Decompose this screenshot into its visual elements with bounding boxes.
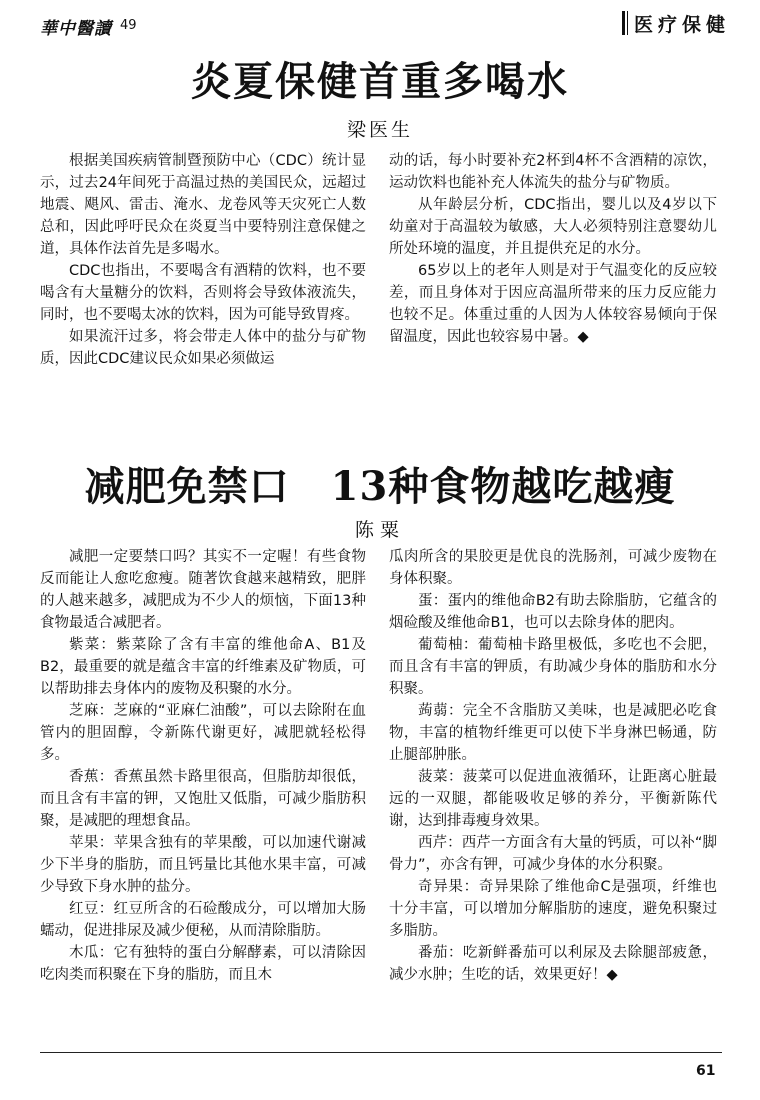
article2-paragraph: 减肥一定要禁口吗？其实不一定喔！有些食物反而能让人愈吃愈瘦。随著饮食越来越精致，肥胖的人越来越多，减肥成为不少人的烦恼，下面13种食物最适合减肥者。 <box>40 549 366 631</box>
article1-paragraph: 从年龄层分析，CDC指出，婴儿以及4岁以下幼童对于高温较为敏感，大人必须特别注意婴幼儿所处环境的温度，并且提供充足的水分。 <box>389 197 717 257</box>
article2-paragraph: 蛋：蛋内的维他命B2有助去除脂肪，它蕴含的烟硷酸及维他命B1，也可以去除身体的肥肉。 <box>389 593 717 631</box>
article1-paragraph: 65岁以上的老年人则是对于气温变化的反应较差，而且身体对于因应高温所带来的压力反应能力也较不足。体重过重的人因为人体较容易倾向于保留温度，因此也较容易中暑。◆ <box>389 263 717 345</box>
article2-paragraph: 木瓜：它有独特的蛋白分解酵素，可以清除因吃肉类而积聚在下身的脂肪，而且木 <box>40 945 366 983</box>
article1-title: 炎夏保健首重多喝水 <box>191 58 569 105</box>
magazine-brand: 華中醫讀 <box>40 19 112 39</box>
article2-paragraph: 番茄：吃新鲜番茄可以利尿及去除腿部疲惫，减少水肿；生吃的话，效果更好！◆ <box>389 945 717 983</box>
article2-paragraph: 葡萄柚：葡萄柚卡路里极低，多吃也不会肥，而且含有丰富的钾质，有助减少身体的脂肪和水分积聚。 <box>389 637 717 697</box>
article2-paragraph: 菠菜：菠菜可以促进血液循环，让距离心脏最远的一双腿，都能吸收足够的养分，平衡新陈代谢，达到排毒瘦身效果。 <box>389 769 717 829</box>
section-marker-bar <box>622 11 625 35</box>
article1-paragraph: 如果流汗过多，将会带走人体中的盐分与矿物质，因此CDC建议民众如果必须做运 <box>40 329 366 367</box>
page-number: 61 <box>696 1063 716 1079</box>
article1-paragraph: 根据美国疾病管制暨预防中心（CDC）统计显示，过去24年间死于高温过热的美国民众，远超过地震、飓风、雷击、淹水、龙卷风等天灾死亡人数总和，因此呼吁民众在炎夏当中要特别注意保健之道，具体作法首先是多喝水。 <box>40 153 366 257</box>
article1-continuation: 动的话，每小时要补充2杯到4杯不含酒精的凉饮，运动饮料也能补充人体流失的盐分与矿物质。 <box>389 153 717 191</box>
page-header <box>40 6 730 40</box>
article2-paragraph: 芝麻：芝麻的“亚麻仁油酸”，可以去除附在血管内的胆固醇，令新陈代谢更好，减肥就轻松得多。 <box>40 703 366 763</box>
article2-paragraph: 蒟蒻：完全不含脂肪又美味，也是减肥必吃食物，丰富的植物纤维更可以使下半身淋巴畅通，防止腿部肿胀。 <box>389 703 717 763</box>
article2-paragraph: 紫菜：紫菜除了含有丰富的维他命A、B1及B2，最重要的就是蕴含丰富的纤维素及矿物质，可以帮助排去身体内的废物及积聚的水分。 <box>40 637 366 697</box>
article1-paragraph: CDC也指出，不要喝含有酒精的饮料，也不要喝含有大量糖分的饮料，否则将会导致体液流失，同时，也不要喝太冰的饮料，因为可能导致胃疼。 <box>40 263 366 323</box>
section-marker-line <box>627 11 628 35</box>
article1-column-right <box>389 150 717 348</box>
article2-paragraph: 奇异果：奇异果除了维他命C是强项，纤维也十分丰富，可以增加分解脂肪的速度，避免积聚过多脂肪。 <box>389 879 717 939</box>
article2-column-left <box>40 546 366 986</box>
article2-column-right <box>389 546 717 986</box>
article2-paragraph: 红豆：红豆所含的石硷酸成分，可以增加大肠蠕动，促进排尿及减少便秘，从而清除脂肪。 <box>40 901 366 939</box>
article2-author: 陈粟 <box>354 519 405 541</box>
article2-paragraph: 香蕉：香蕉虽然卡路里很高，但脂肪却很低，而且含有丰富的钾，又饱肚又低脂，可减少脂肪积聚，是减肥的理想食品。 <box>40 769 366 829</box>
article2-continuation: 瓜肉所含的果胶更是优良的洗肠剂，可减少废物在身体积聚。 <box>389 549 717 587</box>
article1-column-left <box>40 150 366 370</box>
issue-number: 49 <box>120 18 137 33</box>
article2-title: 减肥免禁口 13种食物越吃越瘦 <box>84 463 676 510</box>
article2-paragraph: 苹果：苹果含独有的苹果酸，可以加速代谢减少下半身的脂肪，而且钙量比其他水果丰富，可减少导致下身水肿的盐分。 <box>40 835 366 895</box>
article2-paragraph: 西芹：西芹一方面含有大量的钙质，可以补“脚骨力”，亦含有钾，可减少身体的水分积聚。 <box>389 835 717 873</box>
article1-author: 梁医生 <box>346 119 413 141</box>
footer-divider <box>40 1052 722 1053</box>
section-label <box>622 10 730 36</box>
section-title: 医疗保健 <box>633 13 730 36</box>
